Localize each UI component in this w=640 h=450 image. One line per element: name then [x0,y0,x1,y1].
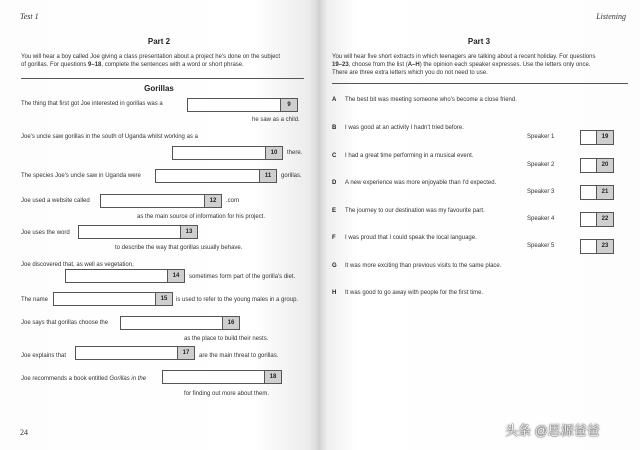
q12-text-after: .com [226,198,240,204]
q10-text-after: there. [287,150,303,156]
q11-text-after: gorillas. [281,173,302,179]
part3-intro-line2a: , choose from the list ( [348,62,408,68]
part3-intro-letters: A–H [407,62,420,68]
q11-text-before: The species Joe's uncle saw in Uganda were [21,173,141,179]
option-h-text: It was good to go away with people for the first time. [345,290,484,296]
speaker-2-number: 20 [596,159,613,172]
speaker-3-answer-box[interactable] [580,185,614,200]
q12-number: 12 [204,195,221,207]
q12-text-before: Joe used a website called [21,198,90,204]
part2-title: Part 2 [147,37,171,46]
q16-number: 16 [222,317,239,329]
option-d-letter: D [332,180,337,186]
q16-answer-box[interactable] [120,316,240,330]
watermark: 头条 @思源爸爸 [505,423,600,438]
speaker-4-answer-box[interactable] [580,212,614,227]
q18-text-before [21,376,146,382]
q15-text-before: The name [21,297,49,303]
q13-text-after: to describe the way that gorillas usually behave. [115,245,243,251]
part3-intro-line3: There are three extra letters which you do not need to use. [332,70,488,76]
option-e-text: The journey to our destination was my favourite part. [345,208,485,214]
speaker-3-number: 21 [596,186,613,199]
q17-answer-box[interactable] [75,346,195,360]
part2-intro-line2b: , complete the sentences with a word or short phrase. [101,62,244,68]
part2-divider [21,78,304,79]
q18-number: 18 [264,371,281,383]
part3-divider [332,83,628,84]
q18-text-plain: Joe recommends a book entitled [21,376,110,382]
q18-answer-box[interactable] [162,370,282,384]
speaker-1-number: 19 [596,131,613,144]
speaker-1-label: Speaker 1 [527,134,555,140]
q13-answer-box[interactable] [78,225,198,239]
option-c-text: I had a great time performing in a musical event. [345,153,474,159]
option-a-letter: A [332,97,337,103]
part3-intro-line2b: ) the opinion each speaker expresses. Use the letters only once. [419,62,591,68]
q10-answer-box[interactable] [172,146,283,160]
q12-text-after-line2: as the main source of information for his project. [137,214,266,220]
speaker-5-label: Speaker 5 [527,243,555,249]
speaker-3-label: Speaker 3 [527,189,555,195]
option-e-letter: E [332,208,337,214]
part2-intro [21,53,311,69]
option-a-text: The best bit was meeting someone who's become a close friend. [345,97,517,103]
test-header: Test 1 [20,12,39,21]
q12-answer-box[interactable] [100,194,222,208]
q17-text-after: are the main threat to gorillas. [199,353,279,359]
speaker-2-label: Speaker 2 [527,162,555,168]
speaker-5-number: 23 [596,240,613,253]
page-number: 24 [20,428,28,437]
q18-book-title: Gorillas in the [109,376,147,382]
q15-number: 15 [155,293,172,305]
speaker-4-label: Speaker 4 [527,216,555,222]
gorillas-title: Gorillas [144,84,174,93]
q14-text-before: Joe discovered that, as well as vegetation, [21,262,134,268]
q14-text-after: sometimes form part of the gorilla's diet. [189,274,296,280]
option-f-text: I was proud that I could speak the local language. [345,235,477,241]
q11-answer-box[interactable] [155,169,277,183]
speaker-2-answer-box[interactable] [580,158,614,173]
q16-text-after: as the place to build their nests. [184,336,269,342]
option-b-text: I was good at an activity I hadn't tried before. [345,125,464,131]
q11-number: 11 [259,170,276,182]
q18-text-after: for finding out more about them. [184,391,270,397]
part3-intro-line1: You will hear five short extracts in which teenagers are talking about a recent holiday. For questions [332,54,596,60]
option-g-letter: G [332,263,337,269]
part2-intro-line2a: of gorillas. For questions [21,62,89,68]
q13-number: 13 [180,226,197,238]
q10-number: 10 [265,147,282,159]
speaker-4-number: 22 [596,213,613,226]
option-c-letter: C [332,153,337,159]
speaker-1-answer-box[interactable] [580,130,614,145]
q15-answer-box[interactable] [53,292,173,306]
q14-answer-box[interactable] [65,269,185,283]
option-f-letter: F [332,235,336,241]
part2-intro-range: 9–18 [88,62,102,68]
part2-intro-line1: You will hear a boy called Joe giving a class presentation about a project he's done on the subject [21,54,281,60]
q14-number: 14 [167,270,184,282]
left-page [0,0,318,450]
part3-title: Part 3 [467,37,491,46]
right-page [318,0,640,450]
listening-header: Listening [596,12,626,21]
option-h-letter: H [332,290,337,296]
q16-text-before: Joe says that gorillas choose the [21,320,109,326]
option-b-letter: B [332,125,337,131]
option-d-text: A new experience was more enjoyable than I'd expected. [345,180,497,186]
q17-number: 17 [177,347,194,359]
q9-number: 9 [280,99,297,111]
q13-text-before: Joe uses the word [21,230,70,236]
option-g-text: It was more exciting than previous visits to the same place. [345,263,502,269]
part3-intro-range: 19–23 [332,62,349,68]
q17-text-before: Joe explains that [21,353,67,359]
speaker-5-answer-box[interactable] [580,239,614,254]
q9-answer-box[interactable] [187,98,298,112]
part3-intro [332,53,632,77]
q15-text-after: is used to refer to the young males in a group. [176,297,299,303]
q9-text-after: he saw as a child. [252,117,300,123]
q10-text-before: Joe's uncle saw gorillas in the south of Uganda whilst working as a [21,134,198,140]
q9-text-before: The thing that first got Joe interested in gorillas was a [21,101,163,107]
